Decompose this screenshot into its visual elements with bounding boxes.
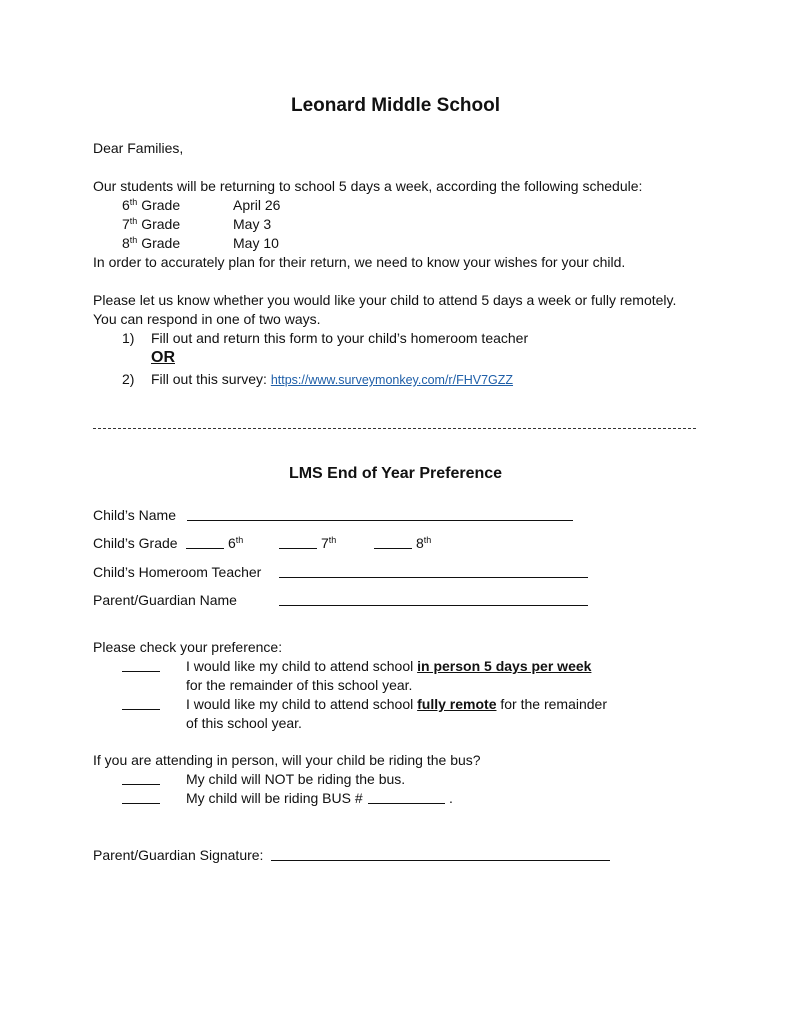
bus-option-period: . [449, 790, 453, 806]
option-1-text: Fill out and return this form to your child’s homeroom teacher [151, 330, 529, 346]
no-bus-check-blank[interactable] [122, 770, 160, 785]
no-bus-option: My child will NOT be riding the bus. [186, 771, 406, 787]
grade-7-blank[interactable] [279, 534, 317, 549]
child-name-label: Child’s Name [93, 507, 176, 523]
or-text: OR [151, 349, 175, 366]
in-person-check-blank[interactable] [122, 657, 160, 672]
remote-check-blank[interactable] [122, 695, 160, 710]
school-title: Leonard Middle School [290, 95, 500, 116]
grade-6-blank[interactable] [186, 534, 224, 549]
parent-name-field[interactable] [279, 591, 588, 606]
schedule-date-7: May 3 [233, 216, 272, 232]
child-grade-label: Child’s Grade [93, 535, 178, 551]
option-2-line [151, 370, 513, 389]
bus-prompt: If you are attending in person, will your child be riding the bus? [93, 752, 481, 768]
survey-link[interactable]: https://www.surveymonkey.com/r/FHV7GZZ [270, 373, 514, 387]
preference-prompt: Please check your preference: [93, 639, 283, 655]
remote-option-line-2: of this school year. [186, 715, 302, 731]
bus-check-blank[interactable] [122, 789, 160, 804]
homeroom-label: Child’s Homeroom Teacher [93, 564, 262, 580]
signature-label: Parent/Guardian Signature: [93, 847, 264, 863]
schedule-grade-6: 6th Grade [122, 197, 181, 213]
homeroom-field[interactable] [279, 563, 588, 578]
greeting: Dear Families, [93, 140, 184, 156]
child-name-field[interactable] [187, 506, 573, 521]
parent-name-label: Parent/Guardian Name [93, 592, 237, 608]
bus-number-field[interactable] [368, 789, 445, 804]
grade-8-blank[interactable] [374, 534, 412, 549]
in-person-option: I would like my child to attend school in person 5 days per week [186, 658, 592, 674]
signature-field[interactable] [271, 846, 610, 861]
schedule-date-8: May 10 [233, 235, 279, 251]
grade-8-option: 8th [416, 535, 432, 551]
bus-option: My child will be riding BUS # [186, 790, 363, 806]
cut-line-divider [93, 428, 696, 429]
form-title: LMS End of Year Preference [288, 465, 503, 482]
schedule-grade-8: 8th Grade [122, 235, 181, 251]
schedule-date-6: April 26 [233, 197, 281, 213]
intro-text: Our students will be returning to school 5 days a week, according the following schedule: [93, 178, 643, 194]
remote-option: I would like my child to attend school fully remote for the remainder [186, 696, 607, 712]
option-2-text: Fill out this survey: [151, 371, 267, 387]
option-2-number: 2) [122, 371, 135, 387]
in-person-option-line-2: for the remainder of this school year. [186, 677, 413, 693]
grade-7-option: 7th [321, 535, 337, 551]
option-1-number: 1) [122, 330, 135, 346]
grade-6-option: 6th [228, 535, 244, 551]
request-line-2: You can respond in one of two ways. [93, 311, 321, 327]
request-line-1: Please let us know whether you would like your child to attend 5 days a week or fully remotely. [93, 292, 677, 308]
schedule-grade-7: 7th Grade [122, 216, 181, 232]
plan-text: In order to accurately plan for their return, we need to know your wishes for your child. [93, 254, 626, 270]
